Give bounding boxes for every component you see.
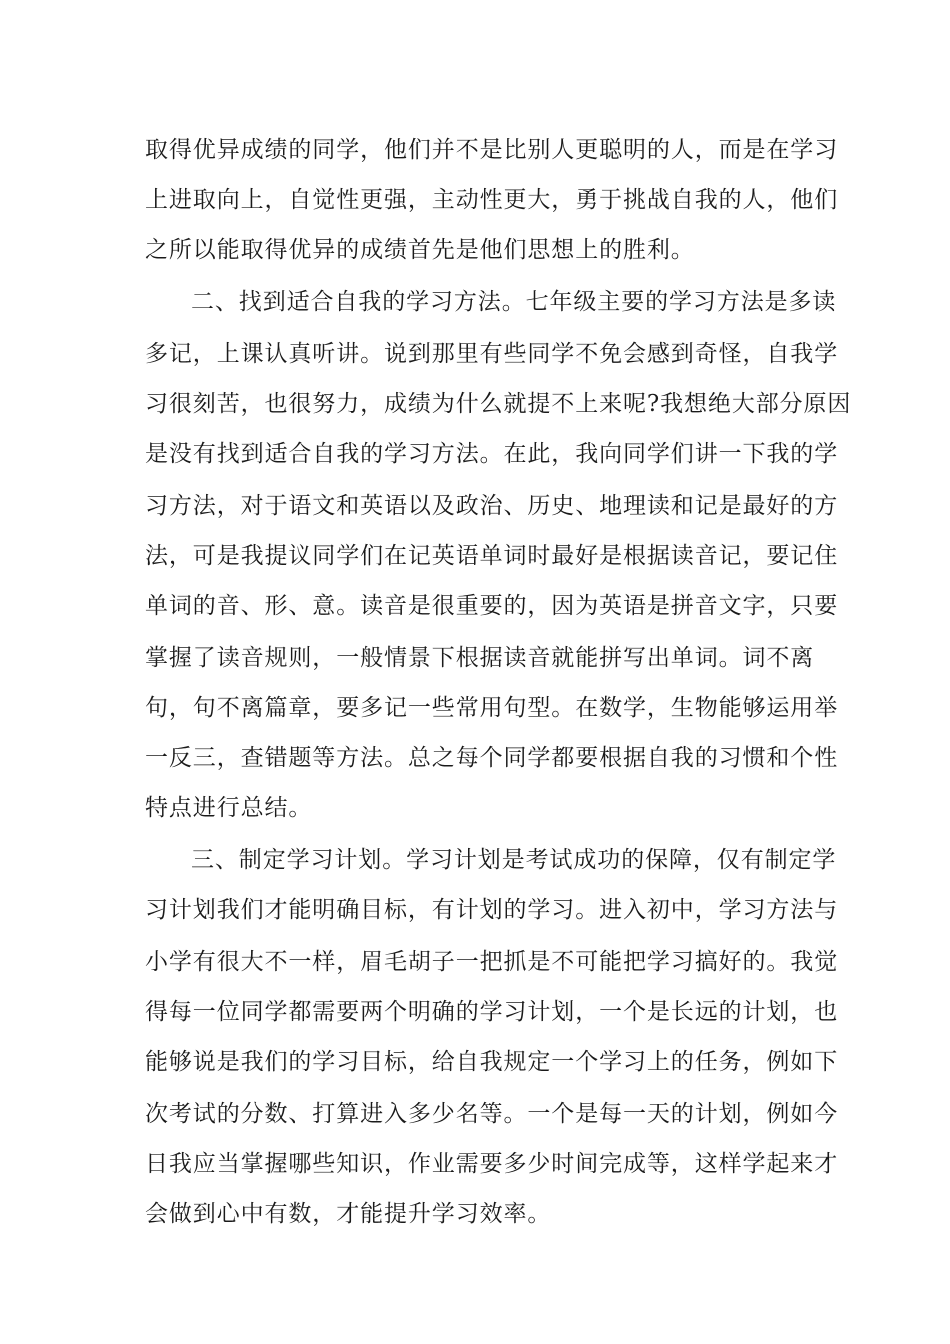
paragraph-2-line-3: 习很刻苦，也很努力，成绩为什么就提不上来呢?我想绝大部分原因 [145,391,852,417]
paragraph-2-line-10: 一反三，查错题等方法。总之每个同学都要根据自我的习惯和个性 [145,745,839,771]
paragraph-2-line-7: 单词的音、形、意。读音是很重要的，因为英语是拼音文字，只要 [145,593,839,619]
paragraph-1-line-3: 之所以能取得优异的成绩首先是他们思想上的胜利。 [145,237,695,263]
paragraph-3-line-5: 能够说是我们的学习目标，给自我规定一个学习上的任务，例如下 [145,1049,839,1075]
paragraph-3-line-6: 次考试的分数、打算进入多少名等。一个是每一天的计划，例如今 [145,1101,839,1127]
paragraph-3-line-1: 三、制定学习计划。学习计划是考试成功的保障，仅有制定学 [191,847,837,873]
paragraph-3-line-8: 会做到心中有数，才能提升学习效率。 [145,1201,552,1227]
paragraph-2-line-4: 是没有找到适合自我的学习方法。在此，我向同学们讲一下我的学 [145,441,839,467]
paragraph-2-line-11: 特点进行总结。 [145,795,313,821]
paragraph-2-line-2: 多记，上课认真听讲。说到那里有些同学不免会感到奇怪，自我学 [145,341,839,367]
paragraph-2-line-1: 二、找到适合自我的学习方法。七年级主要的学习方法是多读 [191,289,837,315]
paragraph-1-line-2: 上进取向上，自觉性更强，主动性更大，勇于挑战自我的人，他们 [145,187,839,213]
paragraph-2-line-5: 习方法，对于语文和英语以及政治、历史、地理读和记是最好的方 [145,493,839,519]
paragraph-2-line-9: 句，句不离篇章，要多记一些常用句型。在数学，生物能够运用举 [145,695,839,721]
paragraph-3-line-7: 日我应当掌握哪些知识，作业需要多少时间完成等，这样学起来才 [145,1151,839,1177]
paragraph-2-line-8: 掌握了读音规则，一般情景下根据读音就能拼写出单词。词不离 [145,645,815,671]
paragraph-3-line-2: 习计划我们才能明确目标，有计划的学习。进入初中，学习方法与 [145,897,839,923]
paragraph-3-line-4: 得每一位同学都需要两个明确的学习计划，一个是长远的计划，也 [145,999,839,1025]
paragraph-3-line-3: 小学有很大不一样，眉毛胡子一把抓是不可能把学习搞好的。我觉 [145,949,839,975]
paragraph-1-line-1: 取得优异成绩的同学，他们并不是比别人更聪明的人，而是在学习 [145,137,839,163]
paragraph-2-line-6: 法，可是我提议同学们在记英语单词时最好是根据读音记，要记住 [145,543,839,569]
